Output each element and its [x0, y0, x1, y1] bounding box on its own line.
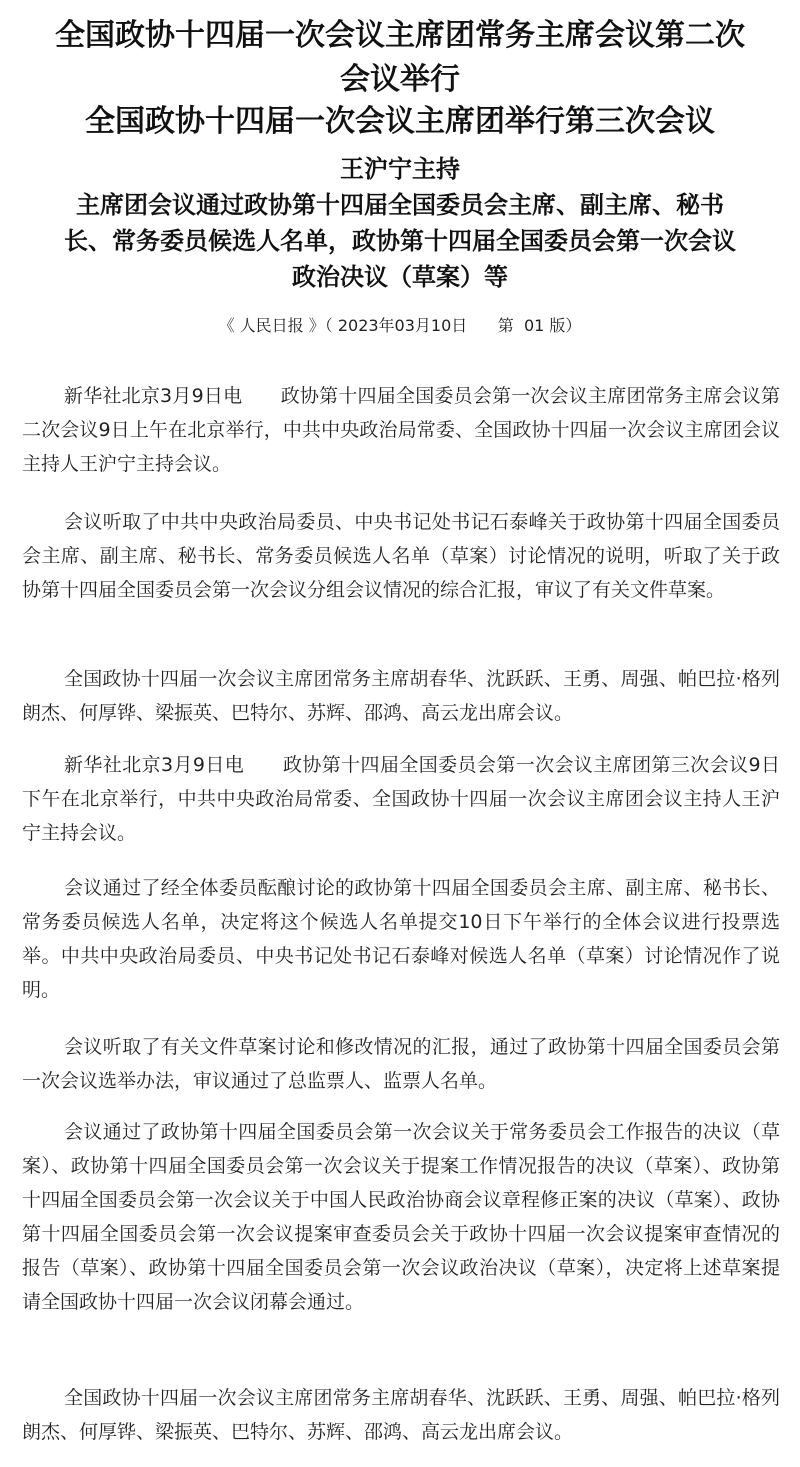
dateline: 新华社北京3月9日电	[64, 754, 283, 776]
paragraph-6	[22, 1030, 780, 1098]
paragraph-text: 政协第十四届全国委员会第一次会议主席团常务主席会议第二次会议9日上午在北京举行，中共中央政治局常委、全国政协十四届一次会议主席团会议主持人王沪宁主持会议。	[22, 385, 780, 475]
publication-name: 《 人民日报 》	[218, 316, 325, 335]
paragraph-text: 会议听取了中共中央政治局委员、中央书记处书记石泰峰关于政协第十四届全国委员会主席、副主席、秘书长、常务委员候选人名单（草案）讨论情况的说明，听取了关于政协第十四届全国委员会第一次会议分组会议情况的综合汇报，审议了有关文件草案。	[22, 511, 780, 601]
paragraph-5	[22, 871, 780, 1007]
headline-line-2: 会议举行	[340, 62, 460, 97]
subheadline-line-4: 政治决议（草案）等	[292, 263, 508, 291]
paragraph-1	[22, 379, 780, 481]
publication-date: （ 2023年03月10日	[324, 316, 468, 335]
paragraph-3	[22, 662, 780, 730]
paragraph-7	[22, 1115, 780, 1319]
dateline: 新华社北京3月9日电	[64, 385, 281, 407]
paragraph-4	[22, 748, 780, 850]
page-number: 第 01 版）	[497, 316, 582, 335]
paragraph-text: 会议通过了政协第十四届全国委员会第一次会议关于常务委员会工作报告的决议（草案）、政协第十四届全国委员会第一次会议关于提案工作情况报告的决议（草案）、政协第十四届全国委员会第一次会议关于中国人民政治协商会议章程修正案的决议（草案）、政协第十四届全国委员会第一次会议提案审查委员会关于政协十四届一次会议提案审查情况的报告（草案）、政协第十四届全国委员会第一次会议政治决议（草案），决定将上述草案提请全国政协十四届一次会议闭幕会通过。	[22, 1121, 780, 1313]
subheadline-line-2: 主席团会议通过政协第十四届全国委员会主席、副主席、秘书	[76, 191, 724, 219]
source-line	[0, 314, 800, 338]
subheadline-line-1: 王沪宁主持	[340, 155, 460, 183]
paragraph-text: 会议听取了有关文件草案讨论和修改情况的汇报，通过了政协第十四届全国委员会第一次会议选举办法，审议通过了总监票人、监票人名单。	[22, 1036, 780, 1092]
paragraph-2	[22, 505, 780, 607]
paragraph-text: 全国政协十四届一次会议主席团常务主席胡春华、沈跃跃、王勇、周强、帕巴拉·格列朗杰、何厚铧、梁振英、巴特尔、苏辉、邵鸿、高云龙出席会议。	[22, 1387, 780, 1443]
headline-line-3: 全国政协十四届一次会议主席团举行第三次会议	[85, 104, 715, 139]
paragraph-text: 政协第十四届全国委员会第一次会议主席团第三次会议9日下午在北京举行，中共中央政治局常委、全国政协十四届一次会议主席团会议主持人王沪宁主持会议。	[22, 754, 780, 844]
paragraph-8	[22, 1381, 780, 1449]
paragraph-text: 会议通过了经全体委员酝酿讨论的政协第十四届全国委员会主席、副主席、秘书长、常务委员候选人名单，决定将这个候选人名单提交10日下午举行的全体会议进行投票选举。中共中央政治局委员、中央书记处书记石泰峰对候选人名单（草案）讨论情况作了说明。	[22, 877, 780, 1001]
headline-line-1: 全国政协十四届一次会议主席团常务主席会议第二次	[55, 18, 745, 53]
subheadline-line-3: 长、常务委员候选人名单，政协第十四届全国委员会第一次会议	[64, 227, 736, 255]
paragraph-text: 全国政协十四届一次会议主席团常务主席胡春华、沈跃跃、王勇、周强、帕巴拉·格列朗杰、何厚铧、梁振英、巴特尔、苏辉、邵鸿、高云龙出席会议。	[22, 668, 780, 724]
